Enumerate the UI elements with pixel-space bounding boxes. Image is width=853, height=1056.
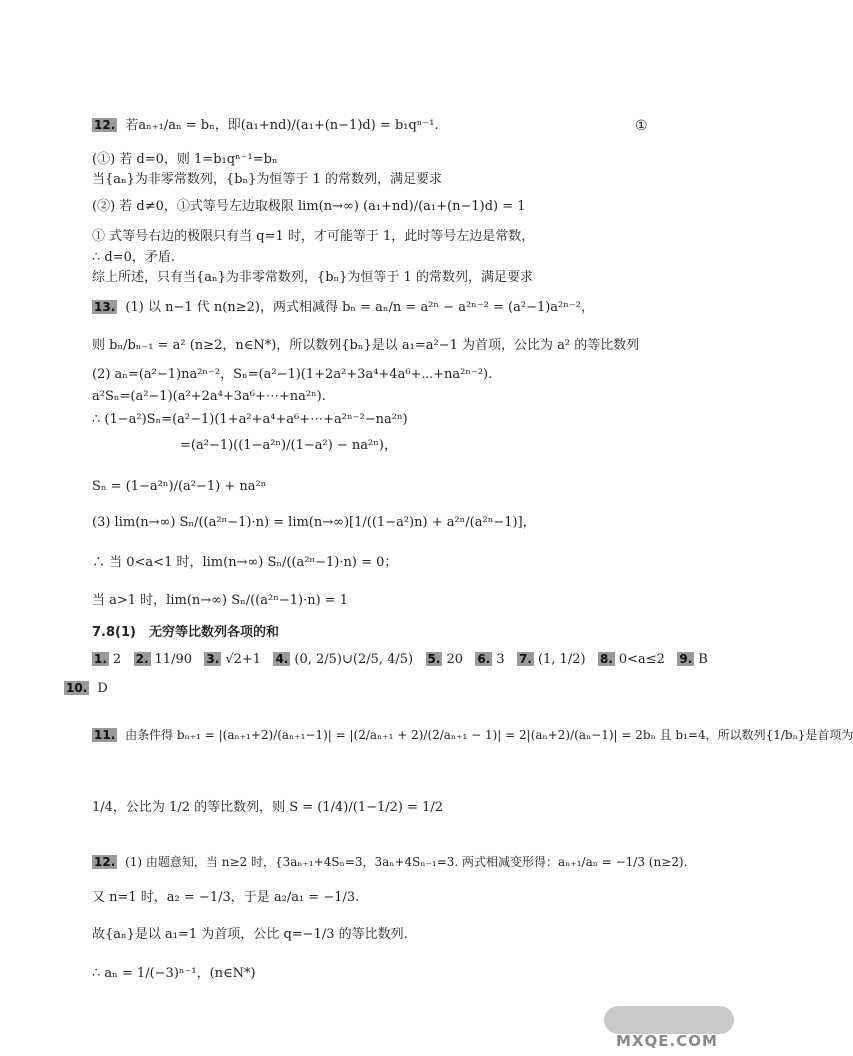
answer-value: (0, 2/5)∪(2/5, 4/5) <box>294 652 414 667</box>
text-line: a²Sₙ=(a²−1)(a²+2a⁴+3a⁶+⋯+na²ⁿ). <box>92 389 326 404</box>
answer-value: 3 <box>496 652 505 667</box>
answer-value: 2 <box>112 652 122 667</box>
problem-number: 10. <box>66 681 88 695</box>
problem-number: 12. <box>94 118 116 132</box>
text-line: 当 a>1 时，lim(n→∞) Sₙ/((a²ⁿ−1)·n) = 1 <box>92 593 349 608</box>
text-line: ① 式等号右边的极限只有当 q=1 时，才可能等于 1，此时等号左边是常数， <box>92 229 535 244</box>
text-line: 当{aₙ}为非零常数列，{bₙ}为恒等于 1 的常数列，满足要求 <box>92 172 442 187</box>
answer-value: B <box>698 652 708 667</box>
answer-number: 1. <box>94 652 107 666</box>
text-line: 1/4，公比为 1/2 的等比数列，则 S = (1/4)/(1−1/2) = 1/2 <box>92 800 444 815</box>
answer-value: (1, 1/2) <box>537 652 586 667</box>
watermark-text: MXQE.COM <box>616 1032 718 1050</box>
text-line: 综上所述，只有当{aₙ}为非零常数列，{bₙ}为恒等于 1 的常数列，满足要求 <box>92 270 533 285</box>
problem-number: 13. <box>94 300 116 314</box>
text-line: ∴ 当 0<a<1 时，lim(n→∞) Sₙ/((a²ⁿ−1)·n) = 0； <box>92 555 398 570</box>
answer-value: 0<a≤2 <box>618 652 665 667</box>
problem-11-line <box>92 728 853 743</box>
answer-number: 3. <box>206 652 220 666</box>
answer-number: 5. <box>427 652 441 666</box>
problem-text: (1) 由题意知，当 n≥2 时，{3aₙ₊₁+4Sₙ=3，3aₙ+4Sₙ₋₁=3. 两式相减变形得：aₙ₊₁/aₙ = −1/3 (n≥2). <box>125 855 688 869</box>
answer-value: 11/90 <box>154 652 192 667</box>
problem-number: 11. <box>94 728 116 742</box>
answer-number: 7. <box>519 652 532 666</box>
text-line: 又 n=1 时，a₂ = −1/3，于是 a₂/a₁ = −1/3. <box>92 890 360 905</box>
problem-10-line <box>64 681 108 697</box>
problem-12-line <box>92 118 439 134</box>
answer-number: 4. <box>275 652 289 666</box>
problem-text: (1) 以 n−1 代 n(n≥2)，两式相减得 bₙ = aₙ/n = a²ⁿ − a²ⁿ⁻² = (a²−1)a²ⁿ⁻²， <box>125 300 594 315</box>
answer-number: 2. <box>135 652 149 666</box>
section-heading: 7.8(1) 无穷等比数列各项的和 <box>92 625 279 640</box>
answer-number: 9. <box>679 652 693 666</box>
text-line: ∴ (1−a²)Sₙ=(a²−1)(1+a²+a⁴+a⁶+⋯+a²ⁿ⁻²−na²ⁿ) <box>92 412 408 427</box>
answer-value: √2+1 <box>225 652 262 667</box>
text-line: 则 bₙ/bₙ₋₁ = a² (n≥2，n∈N*)，所以数列{bₙ}是以 a₁=a²−1 为首项，公比为 a² 的等比数列 <box>92 338 640 353</box>
logo-badge <box>604 1006 734 1034</box>
problem-12b-line <box>92 855 687 870</box>
answers-row <box>92 652 708 668</box>
problem-text: 若aₙ₊₁/aₙ = bₙ，即(a₁+nd)/(a₁+(n−1)d) = b₁qⁿ⁻¹. <box>125 118 439 133</box>
text-line: ∴ aₙ = 1/(−3)ⁿ⁻¹，(n∈N*) <box>92 966 256 981</box>
problem-13-line <box>92 300 594 316</box>
answer-number: 8. <box>599 652 613 666</box>
answer-number: 6. <box>477 652 491 666</box>
answer-value: 20 <box>446 652 463 667</box>
problem-text: 由条件得 bₙ₊₁ = |(aₙ₊₁+2)/(aₙ₊₁−1)| = |(2/aₙ₊₁ + 2)/(2/aₙ₊₁ − 1)| = 2|(aₙ+2)/(aₙ−1)| = 2bₙ 且 b₁=4，所以数列{1/bₙ}是首项为 <box>125 728 853 742</box>
text-line: (2) aₙ=(a²−1)na²ⁿ⁻²，Sₙ=(a²−1)(1+2a²+3a⁴+4a⁶+⋯+na²ⁿ⁻²). <box>92 367 493 382</box>
problem-number: 12. <box>94 855 116 869</box>
problem-text: D <box>97 681 108 696</box>
text-line: Sₙ = (1−a²ⁿ)/(a²−1) + na²ⁿ <box>92 479 267 494</box>
mxqe-logo-icon <box>594 1002 744 1052</box>
text-line: (3) lim(n→∞) Sₙ/((a²ⁿ−1)·n) = lim(n→∞)[1/((1−a²)n) + a²ⁿ/(a²ⁿ−1)]， <box>92 515 536 530</box>
text-line: =(a²−1)((1−a²ⁿ)/(1−a²) − na²ⁿ)， <box>180 438 397 453</box>
text-line: (②) 若 d≠0，①式等号左边取极限 lim(n→∞) (a₁+nd)/(a₁+(n−1)d) = 1 <box>92 199 526 214</box>
text-line: 故{aₙ}是以 a₁=1 为首项，公比 q=−1/3 的等比数列. <box>92 927 408 942</box>
equation-mark: ① <box>635 118 648 134</box>
text-line: (①) 若 d=0，则 1=b₁qⁿ⁻¹=bₙ <box>92 152 278 167</box>
text-line: ∴ d=0，矛盾. <box>92 250 176 265</box>
